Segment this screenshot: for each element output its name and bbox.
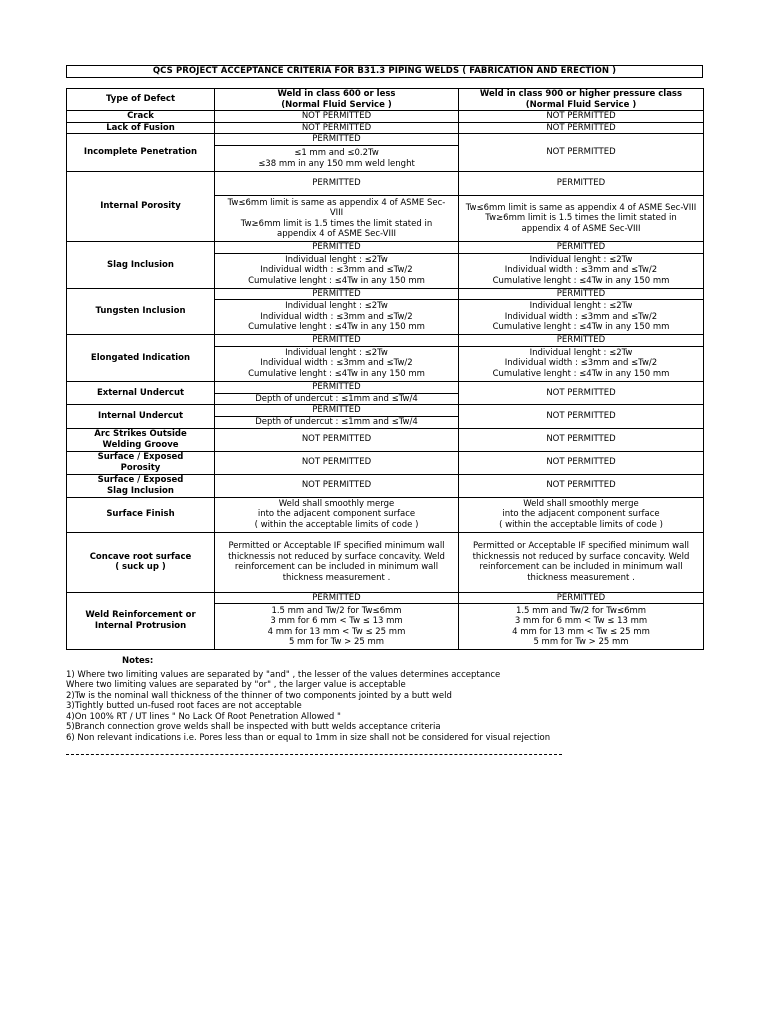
table-row bbox=[67, 532, 704, 592]
criteria-class-600: NOT PERMITTED bbox=[215, 451, 459, 474]
criteria-class-900: Permitted or Acceptable IF specified minimum wall thicknessis not reduced by surface concavity. Weld reinforcement can be included in minimum wall thickness measurement . bbox=[459, 532, 704, 592]
criteria-class-900-detail: Tw≤6mm limit is same as appendix 4 of ASME Sec-VIII Tw≥6mm limit is 1.5 times the limit stated in appendix 4 of ASME Sec-VIII bbox=[459, 196, 704, 242]
header-class-900: Weld in class 900 or higher pressure class (Normal Fluid Service ) bbox=[459, 89, 704, 111]
table-row bbox=[67, 335, 704, 347]
criteria-class-600: NOT PERMITTED bbox=[215, 428, 459, 451]
defect-name: Crack bbox=[67, 111, 215, 123]
defect-name: Slag Inclusion bbox=[67, 242, 215, 289]
defect-name: Lack of Fusion bbox=[67, 122, 215, 134]
notes-heading: Notes: bbox=[122, 656, 154, 666]
table-row bbox=[67, 428, 704, 451]
criteria-class-900: NOT PERMITTED bbox=[459, 122, 704, 134]
defect-name: Elongated Indication bbox=[67, 335, 215, 382]
header-class-600: Weld in class 600 or less (Normal Fluid Service ) bbox=[215, 89, 459, 111]
table-row bbox=[67, 242, 704, 254]
table-row bbox=[67, 381, 704, 393]
table-row bbox=[67, 288, 704, 300]
criteria-class-900-detail: Individual lenght : ≤2Tw Individual width : ≤3mm and ≤Tw/2 Cumulative lenght : ≤4Tw in any 150 mm bbox=[459, 253, 704, 288]
criteria-class-900-status: PERMITTED bbox=[459, 335, 704, 347]
criteria-class-600-detail: Depth of undercut : ≤1mm and ≤Tw/4 bbox=[215, 417, 459, 429]
defect-name: Surface / Exposed Porosity bbox=[67, 451, 215, 474]
criteria-class-900: NOT PERMITTED bbox=[459, 134, 704, 172]
dashed-divider bbox=[66, 754, 562, 755]
criteria-class-600-status: PERMITTED bbox=[215, 381, 459, 393]
defect-name: Incomplete Penetration bbox=[67, 134, 215, 172]
criteria-class-600-detail: Individual lenght : ≤2Tw Individual width : ≤3mm and ≤Tw/2 Cumulative lenght : ≤4Tw in any 150 mm bbox=[215, 300, 459, 335]
criteria-class-600-detail: Individual lenght : ≤2Tw Individual width : ≤3mm and ≤Tw/2 Cumulative lenght : ≤4Tw in any 150 mm bbox=[215, 253, 459, 288]
note-item: Where two limiting values are separated by "or" , the larger value is acceptable bbox=[66, 680, 406, 690]
criteria-class-900-status: PERMITTED bbox=[459, 242, 704, 254]
criteria-class-600-status: PERMITTED bbox=[215, 134, 459, 146]
criteria-class-600: NOT PERMITTED bbox=[215, 122, 459, 134]
acceptance-criteria-table bbox=[66, 88, 704, 650]
defect-name: Surface / Exposed Slag Inclusion bbox=[67, 474, 215, 497]
note-item: 3)Tightly butted un-fused root faces are not acceptable bbox=[66, 701, 302, 711]
criteria-class-600: NOT PERMITTED bbox=[215, 111, 459, 123]
criteria-class-600-detail: Tw≤6mm limit is same as appendix 4 of ASME Sec- VIII Tw≥6mm limit is 1.5 times the limit stated in appendix 4 of ASME Sec-VIII bbox=[215, 196, 459, 242]
criteria-class-900: NOT PERMITTED bbox=[459, 405, 704, 429]
table-row bbox=[67, 134, 704, 146]
note-item: 6) Non relevant indications i.e. Pores less than or equal to 1mm in size shall not be considered for visual rejection bbox=[66, 732, 551, 743]
table-row bbox=[67, 592, 704, 604]
table-header-row bbox=[67, 89, 704, 111]
criteria-class-600-status: PERMITTED bbox=[215, 592, 459, 604]
defect-name: Weld Reinforcement or Internal Protrusion bbox=[67, 592, 215, 650]
table-row bbox=[67, 405, 704, 417]
table-row bbox=[67, 122, 704, 134]
criteria-class-900-status: PERMITTED bbox=[459, 172, 704, 196]
criteria-class-600-detail: ≤1 mm and ≤0.2Tw ≤38 mm in any 150 mm weld lenght bbox=[215, 146, 459, 172]
document-title: QCS PROJECT ACCEPTANCE CRITERIA FOR B31.3 PIPING WELDS ( FABRICATION AND ERECTION ) bbox=[66, 65, 703, 78]
criteria-class-600-detail: 1.5 mm and Tw/2 for Tw≤6mm 3 mm for 6 mm < Tw ≤ 13 mm 4 mm for 13 mm < Tw ≤ 25 mm 5 mm for Tw > 25 mm bbox=[215, 604, 459, 650]
criteria-class-600-detail: Individual lenght : ≤2Tw Individual width : ≤3mm and ≤Tw/2 Cumulative lenght : ≤4Tw in any 150 mm bbox=[215, 346, 459, 381]
criteria-class-600-status: PERMITTED bbox=[215, 288, 459, 300]
note-item: 1) Where two limiting values are separated by "and" , the lesser of the values determines acceptance bbox=[66, 669, 501, 680]
defect-name: Internal Undercut bbox=[67, 405, 215, 429]
table-row bbox=[67, 172, 704, 196]
criteria-class-900-detail: Individual lenght : ≤2Tw Individual width : ≤3mm and ≤Tw/2 Cumulative lenght : ≤4Tw in any 150 mm bbox=[459, 300, 704, 335]
criteria-class-900: NOT PERMITTED bbox=[459, 381, 704, 405]
criteria-class-900-detail: 1.5 mm and Tw/2 for Tw≤6mm 3 mm for 6 mm < Tw ≤ 13 mm 4 mm for 13 mm < Tw ≤ 25 mm 5 mm for Tw > 25 mm bbox=[459, 604, 704, 650]
table-row bbox=[67, 451, 704, 474]
criteria-class-600: NOT PERMITTED bbox=[215, 474, 459, 497]
defect-name: Tungsten Inclusion bbox=[67, 288, 215, 335]
criteria-class-900-status: PERMITTED bbox=[459, 288, 704, 300]
criteria-class-900: Weld shall smoothly merge into the adjacent component surface ( within the acceptable limits of code ) bbox=[459, 497, 704, 532]
criteria-class-900-detail: Individual lenght : ≤2Tw Individual width : ≤3mm and ≤Tw/2 Cumulative lenght : ≤4Tw in any 150 mm bbox=[459, 346, 704, 381]
criteria-class-600-status: PERMITTED bbox=[215, 172, 459, 196]
defect-name: Internal Porosity bbox=[67, 172, 215, 242]
table-row bbox=[67, 111, 704, 123]
criteria-class-600-status: PERMITTED bbox=[215, 405, 459, 417]
criteria-class-900-status: PERMITTED bbox=[459, 592, 704, 604]
note-item: 2)Tw is the nominal wall thickness of the thinner of two components jointed by a butt weld bbox=[66, 690, 452, 701]
defect-name: Arc Strikes Outside Welding Groove bbox=[67, 428, 215, 451]
criteria-class-900: NOT PERMITTED bbox=[459, 428, 704, 451]
criteria-class-600-detail: Depth of undercut : ≤1mm and ≤Tw/4 bbox=[215, 393, 459, 405]
table-row bbox=[67, 497, 704, 532]
criteria-class-600: Weld shall smoothly merge into the adjacent component surface ( within the acceptable limits of code ) bbox=[215, 497, 459, 532]
criteria-class-900: NOT PERMITTED bbox=[459, 474, 704, 497]
note-item: 4)On 100% RT / UT lines " No Lack Of Root Penetration Allowed " bbox=[66, 711, 341, 722]
header-type-of-defect: Type of Defect bbox=[67, 89, 215, 111]
note-item: 5)Branch connection grove welds shall be inspected with butt welds acceptance criteria bbox=[66, 722, 441, 732]
defect-name: External Undercut bbox=[67, 381, 215, 405]
criteria-class-600-status: PERMITTED bbox=[215, 242, 459, 254]
notes-section bbox=[66, 656, 756, 743]
criteria-class-600: Permitted or Acceptable IF specified minimum wall thicknessis not reduced by surface concavity. Weld reinforcement can be included in minimum wall thickness measurement . bbox=[215, 532, 459, 592]
criteria-class-600-status: PERMITTED bbox=[215, 335, 459, 347]
table-row bbox=[67, 474, 704, 497]
criteria-class-900: NOT PERMITTED bbox=[459, 451, 704, 474]
criteria-class-900: NOT PERMITTED bbox=[459, 111, 704, 123]
defect-name: Surface Finish bbox=[67, 497, 215, 532]
defect-name: Concave root surface ( suck up ) bbox=[67, 532, 215, 592]
